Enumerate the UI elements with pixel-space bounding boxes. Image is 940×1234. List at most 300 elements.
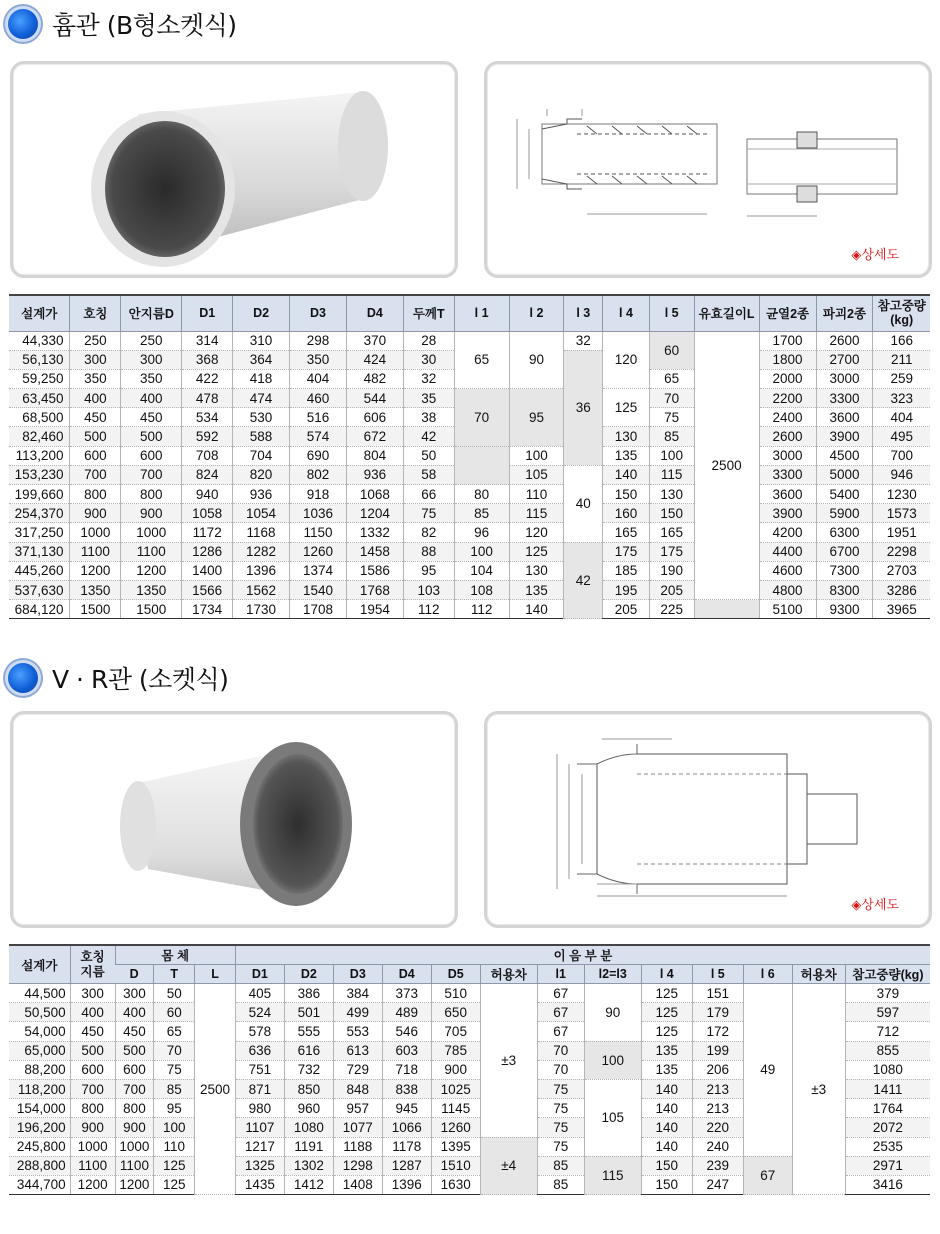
table-cell: 1500 bbox=[121, 600, 182, 619]
table-cell: 67 bbox=[537, 1003, 584, 1022]
table-cell: 65,000 bbox=[9, 1041, 70, 1060]
table-cell: 1282 bbox=[233, 542, 290, 561]
table-cell: 115 bbox=[584, 1156, 641, 1194]
table-cell: 298 bbox=[290, 331, 347, 350]
table-cell: 75 bbox=[649, 408, 694, 427]
col-subheader: T bbox=[154, 965, 195, 984]
table-cell: 1586 bbox=[346, 561, 403, 580]
table-cell: 613 bbox=[333, 1041, 382, 1060]
table-cell: 544 bbox=[346, 389, 403, 408]
table-cell: 125 bbox=[509, 542, 564, 561]
table-cell: 850 bbox=[284, 1079, 333, 1098]
col-header-price: 설계가 bbox=[9, 945, 70, 984]
table-cell: 405 bbox=[235, 984, 284, 1003]
table-cell: 125 bbox=[603, 389, 650, 427]
table-cell: 373 bbox=[382, 984, 431, 1003]
table-cell: 160 bbox=[603, 504, 650, 523]
table-cell: 704 bbox=[233, 446, 290, 465]
col-subheader: D1 bbox=[235, 965, 284, 984]
table-cell: 300 bbox=[70, 984, 115, 1003]
vr-pipe-photo bbox=[10, 711, 458, 928]
hume-pipe-photo bbox=[10, 61, 458, 278]
table-cell: 6300 bbox=[816, 523, 873, 542]
table-cell: 32 bbox=[403, 369, 454, 388]
table-cell: 600 bbox=[70, 1060, 115, 1079]
table-cell: 166 bbox=[873, 331, 930, 350]
table-cell: 54,000 bbox=[9, 1022, 70, 1041]
table-cell: 1260 bbox=[290, 542, 347, 561]
table-cell: 70 bbox=[154, 1041, 195, 1060]
detail-label-2: ◈상세도 bbox=[851, 898, 899, 913]
table-cell: 213 bbox=[692, 1079, 743, 1098]
table-cell: 3965 bbox=[873, 600, 930, 619]
table-cell: 85 bbox=[537, 1175, 584, 1194]
col-header: D4 bbox=[346, 295, 403, 331]
col-subheader: L bbox=[195, 965, 236, 984]
col-header-body: 몸 체 bbox=[115, 945, 235, 965]
table-cell: 960 bbox=[284, 1099, 333, 1118]
table-cell: 1332 bbox=[346, 523, 403, 542]
table-cell: 368 bbox=[182, 350, 233, 369]
table-cell: 718 bbox=[382, 1060, 431, 1079]
col-subheader: l1 bbox=[537, 965, 584, 984]
table-cell: 28 bbox=[403, 331, 454, 350]
table-cell: 946 bbox=[873, 465, 930, 484]
section2-title: V · R관 (소켓식) bbox=[52, 665, 229, 694]
table-cell: 1951 bbox=[873, 523, 930, 542]
table-cell: 700 bbox=[873, 446, 930, 465]
table-cell: 2535 bbox=[845, 1137, 930, 1156]
table-cell: 616 bbox=[284, 1041, 333, 1060]
table-cell: 855 bbox=[845, 1041, 930, 1060]
table-cell: 690 bbox=[290, 446, 347, 465]
table-cell: 384 bbox=[333, 984, 382, 1003]
table-cell: 785 bbox=[431, 1041, 480, 1060]
table-cell: 112 bbox=[403, 600, 454, 619]
table-cell: 650 bbox=[431, 1003, 480, 1022]
vr-pipe-spec-table bbox=[9, 944, 930, 1195]
table-cell: 4400 bbox=[759, 542, 816, 561]
table-cell: 100 bbox=[649, 446, 694, 465]
table-cell: 900 bbox=[431, 1060, 480, 1079]
table-cell: 1107 bbox=[235, 1118, 284, 1137]
table-cell: 524 bbox=[235, 1003, 284, 1022]
table-cell: 510 bbox=[431, 984, 480, 1003]
col-subheader: l 5 bbox=[692, 965, 743, 984]
table-cell: 900 bbox=[121, 504, 182, 523]
table-cell: 44,500 bbox=[9, 984, 70, 1003]
table-cell: 1145 bbox=[431, 1099, 480, 1118]
table-cell: 404 bbox=[873, 408, 930, 427]
table-cell: 310 bbox=[233, 331, 290, 350]
table-cell: 1200 bbox=[115, 1175, 154, 1194]
table-cell: 1172 bbox=[182, 523, 233, 542]
table-cell: 1188 bbox=[333, 1137, 382, 1156]
table-cell: 49 bbox=[743, 984, 792, 1157]
table-cell: 115 bbox=[649, 465, 694, 484]
table-cell: 460 bbox=[290, 389, 347, 408]
col-header: l 4 bbox=[603, 295, 650, 331]
table-cell: 68,500 bbox=[9, 408, 70, 427]
table-cell: 700 bbox=[115, 1079, 154, 1098]
table-cell: 108 bbox=[454, 580, 509, 599]
table-cell: 1100 bbox=[70, 1156, 115, 1175]
table-cell: 1100 bbox=[70, 542, 121, 561]
table-cell: 125 bbox=[154, 1156, 195, 1175]
hume-pipe-detail-drawing bbox=[484, 61, 932, 278]
table-cell: 729 bbox=[333, 1060, 382, 1079]
table-cell: 1000 bbox=[70, 523, 121, 542]
table-cell: 2400 bbox=[759, 408, 816, 427]
table-cell: 250 bbox=[70, 331, 121, 350]
table-cell: 199,660 bbox=[9, 485, 70, 504]
table-cell: 150 bbox=[603, 485, 650, 504]
table-cell: 422 bbox=[182, 369, 233, 388]
table-cell: 104 bbox=[454, 561, 509, 580]
table-row bbox=[9, 600, 930, 619]
table-cell: 1068 bbox=[346, 485, 403, 504]
bullet-icon bbox=[8, 663, 38, 693]
table-cell: 1764 bbox=[845, 1099, 930, 1118]
table-cell: 42 bbox=[564, 542, 603, 619]
table-cell: 1408 bbox=[333, 1175, 382, 1194]
table-cell: 95 bbox=[403, 561, 454, 580]
table-cell: 1510 bbox=[431, 1156, 480, 1175]
table-cell: 103 bbox=[403, 580, 454, 599]
table-cell: 918 bbox=[290, 485, 347, 504]
table-cell: 140 bbox=[641, 1099, 692, 1118]
table-cell: 4200 bbox=[759, 523, 816, 542]
table-cell: 592 bbox=[182, 427, 233, 446]
table-row bbox=[9, 446, 930, 465]
table-cell: 636 bbox=[235, 1041, 284, 1060]
table-cell: 125 bbox=[641, 1003, 692, 1022]
table-cell bbox=[694, 600, 759, 619]
table-cell: 130 bbox=[603, 427, 650, 446]
table-cell: 900 bbox=[115, 1118, 154, 1137]
col-header: D3 bbox=[290, 295, 347, 331]
table-cell: 500 bbox=[70, 1041, 115, 1060]
table-cell: 150 bbox=[649, 504, 694, 523]
table-cell: 8300 bbox=[816, 580, 873, 599]
table-cell: 700 bbox=[70, 1079, 115, 1098]
col-header: 유효길이L bbox=[694, 295, 759, 331]
table-cell: 450 bbox=[70, 408, 121, 427]
table-cell: 537,630 bbox=[9, 580, 70, 599]
table-cell: 1204 bbox=[346, 504, 403, 523]
section2-heading bbox=[8, 660, 228, 696]
col-header: 두께T bbox=[403, 295, 454, 331]
col-subheader: D bbox=[115, 965, 154, 984]
table-cell: 450 bbox=[70, 1022, 115, 1041]
table-cell: 370 bbox=[346, 331, 403, 350]
table-cell: 135 bbox=[641, 1060, 692, 1079]
table-cell: 1058 bbox=[182, 504, 233, 523]
table-cell: 247 bbox=[692, 1175, 743, 1194]
table-cell: 66 bbox=[403, 485, 454, 504]
vr-pipe-detail-drawing bbox=[484, 711, 932, 928]
col-header-joint: 이 음 부 분 bbox=[235, 945, 930, 965]
table-cell: 56,130 bbox=[9, 350, 70, 369]
table-cell: 1287 bbox=[382, 1156, 431, 1175]
table-cell: 3000 bbox=[759, 446, 816, 465]
table-cell: 75 bbox=[403, 504, 454, 523]
table-cell: 50 bbox=[154, 984, 195, 1003]
table-cell: 82 bbox=[403, 523, 454, 542]
table-cell: 75 bbox=[537, 1118, 584, 1137]
table-cell: 1200 bbox=[121, 561, 182, 580]
table-cell: 100 bbox=[454, 542, 509, 561]
table-cell: 1217 bbox=[235, 1137, 284, 1156]
table-cell: 600 bbox=[121, 446, 182, 465]
table-cell: 3600 bbox=[816, 408, 873, 427]
table-cell: 125 bbox=[154, 1175, 195, 1194]
table-cell: 65 bbox=[154, 1022, 195, 1041]
table-cell: 1540 bbox=[290, 580, 347, 599]
col-header: 파괴2종 bbox=[816, 295, 873, 331]
table-cell: 684,120 bbox=[9, 600, 70, 619]
table-cell: 65 bbox=[649, 369, 694, 388]
table-cell: 1700 bbox=[759, 331, 816, 350]
table-cell: 800 bbox=[70, 485, 121, 504]
col-subheader: l2=l3 bbox=[584, 965, 641, 984]
table-cell: 1411 bbox=[845, 1079, 930, 1098]
table-cell: 1395 bbox=[431, 1137, 480, 1156]
table-cell: 1230 bbox=[873, 485, 930, 504]
table-cell: 6700 bbox=[816, 542, 873, 561]
col-subheader: 허용차 bbox=[792, 965, 845, 984]
table-cell: 3300 bbox=[759, 465, 816, 484]
table-cell: 175 bbox=[649, 542, 694, 561]
table-cell: 5100 bbox=[759, 600, 816, 619]
table-cell: 112 bbox=[454, 600, 509, 619]
table-cell: 712 bbox=[845, 1022, 930, 1041]
section1-heading bbox=[8, 6, 237, 42]
table-cell: 450 bbox=[115, 1022, 154, 1041]
table-cell: 553 bbox=[333, 1022, 382, 1041]
table-cell: 606 bbox=[346, 408, 403, 427]
col-header: l 2 bbox=[509, 295, 564, 331]
table-cell: 239 bbox=[692, 1156, 743, 1175]
col-header: l 3 bbox=[564, 295, 603, 331]
table-cell: 1730 bbox=[233, 600, 290, 619]
table-cell: 804 bbox=[346, 446, 403, 465]
table-cell: 588 bbox=[233, 427, 290, 446]
table-cell: 936 bbox=[346, 465, 403, 484]
table-cell: 555 bbox=[284, 1022, 333, 1041]
table-cell: 534 bbox=[182, 408, 233, 427]
col-header: l 1 bbox=[454, 295, 509, 331]
col-subheader: 참고중량(kg) bbox=[845, 965, 930, 984]
table-cell: 3900 bbox=[816, 427, 873, 446]
table-cell: 60 bbox=[649, 331, 694, 369]
col-header: 참고중량 (kg) bbox=[873, 295, 930, 331]
table-cell: 36 bbox=[564, 350, 603, 465]
col-header: D2 bbox=[233, 295, 290, 331]
table-cell: 546 bbox=[382, 1022, 431, 1041]
table-cell: 350 bbox=[70, 369, 121, 388]
table-cell: 3416 bbox=[845, 1175, 930, 1194]
table-cell: 70 bbox=[649, 389, 694, 408]
table-cell: 185 bbox=[603, 561, 650, 580]
table-cell: 38 bbox=[403, 408, 454, 427]
table-cell: 1573 bbox=[873, 504, 930, 523]
table-cell: 100 bbox=[154, 1118, 195, 1137]
table-cell: 135 bbox=[509, 580, 564, 599]
table-cell: 1954 bbox=[346, 600, 403, 619]
table-cell: 95 bbox=[509, 389, 564, 447]
table-cell: 1800 bbox=[759, 350, 816, 369]
table-cell: 5400 bbox=[816, 485, 873, 504]
table-cell: 1286 bbox=[182, 542, 233, 561]
table-cell: 288,800 bbox=[9, 1156, 70, 1175]
table-cell: 150 bbox=[641, 1175, 692, 1194]
table-cell: 708 bbox=[182, 446, 233, 465]
table-cell: 165 bbox=[603, 523, 650, 542]
table-cell: 300 bbox=[115, 984, 154, 1003]
table-cell: 1768 bbox=[346, 580, 403, 599]
table-cell: 474 bbox=[233, 389, 290, 408]
table-cell: 500 bbox=[70, 427, 121, 446]
table-cell: 940 bbox=[182, 485, 233, 504]
table-cell: 824 bbox=[182, 465, 233, 484]
table-cell: 1260 bbox=[431, 1118, 480, 1137]
table-cell: 2700 bbox=[816, 350, 873, 369]
table-cell: 195 bbox=[603, 580, 650, 599]
table-cell: 672 bbox=[346, 427, 403, 446]
table-cell: ±4 bbox=[480, 1137, 537, 1195]
col-subheader: D3 bbox=[333, 965, 382, 984]
table-cell: 1150 bbox=[290, 523, 347, 542]
table-cell: 75 bbox=[537, 1137, 584, 1156]
table-cell: 1100 bbox=[121, 542, 182, 561]
col-header: l 5 bbox=[649, 295, 694, 331]
table-cell: 90 bbox=[584, 984, 641, 1042]
table-cell: 2600 bbox=[759, 427, 816, 446]
table-cell: 32 bbox=[564, 331, 603, 350]
table-cell: 140 bbox=[641, 1079, 692, 1098]
table-cell: 500 bbox=[121, 427, 182, 446]
table-cell: 482 bbox=[346, 369, 403, 388]
table-cell: 85 bbox=[649, 427, 694, 446]
table-cell: 364 bbox=[233, 350, 290, 369]
table-cell: 1400 bbox=[182, 561, 233, 580]
col-subheader: l 4 bbox=[641, 965, 692, 984]
table-cell: 1200 bbox=[70, 561, 121, 580]
table-cell: 30 bbox=[403, 350, 454, 369]
table-cell: 67 bbox=[743, 1156, 792, 1194]
table-cell: 404 bbox=[290, 369, 347, 388]
table-row bbox=[9, 331, 930, 350]
table-cell: 751 bbox=[235, 1060, 284, 1079]
table-cell: 50 bbox=[403, 446, 454, 465]
table-cell: 1066 bbox=[382, 1118, 431, 1137]
table-cell: 254,370 bbox=[9, 504, 70, 523]
table-cell: 35 bbox=[403, 389, 454, 408]
table-row bbox=[9, 1156, 930, 1175]
table-cell: 400 bbox=[70, 389, 121, 408]
table-cell: 1200 bbox=[70, 1175, 115, 1194]
table-cell: 60 bbox=[154, 1003, 195, 1022]
table-cell: 1350 bbox=[70, 580, 121, 599]
table-cell: 67 bbox=[537, 984, 584, 1003]
table-cell: 63,450 bbox=[9, 389, 70, 408]
table-row bbox=[9, 580, 930, 599]
table-cell: 1168 bbox=[233, 523, 290, 542]
table-cell: 130 bbox=[649, 485, 694, 504]
table-cell: 211 bbox=[873, 350, 930, 369]
table-cell: 700 bbox=[70, 465, 121, 484]
table-cell: 175 bbox=[603, 542, 650, 561]
table-cell: 936 bbox=[233, 485, 290, 504]
table-cell: 140 bbox=[603, 465, 650, 484]
table-cell: 379 bbox=[845, 984, 930, 1003]
table-cell: 190 bbox=[649, 561, 694, 580]
table-cell: 500 bbox=[115, 1041, 154, 1060]
table-cell: 100 bbox=[584, 1041, 641, 1079]
table-cell: 2072 bbox=[845, 1118, 930, 1137]
detail-label-1: ◈상세도 bbox=[851, 248, 899, 263]
table-cell: 85 bbox=[454, 504, 509, 523]
table-cell: 574 bbox=[290, 427, 347, 446]
table-cell: 105 bbox=[584, 1079, 641, 1156]
col-subheader: D5 bbox=[431, 965, 480, 984]
table-cell: 135 bbox=[603, 446, 650, 465]
table-cell: 1734 bbox=[182, 600, 233, 619]
table-cell: 800 bbox=[121, 485, 182, 504]
col-header: 호칭 bbox=[70, 295, 121, 331]
table-cell: 110 bbox=[154, 1137, 195, 1156]
table-cell: 113,200 bbox=[9, 446, 70, 465]
table-cell: ±3 bbox=[480, 984, 537, 1138]
table-cell: 90 bbox=[509, 331, 564, 389]
table-cell: 980 bbox=[235, 1099, 284, 1118]
table-cell: 120 bbox=[603, 331, 650, 389]
table-cell: 2500 bbox=[694, 331, 759, 600]
table-cell: 50,500 bbox=[9, 1003, 70, 1022]
hume-pipe-spec-table bbox=[9, 294, 930, 619]
table-cell: 1000 bbox=[115, 1137, 154, 1156]
table-cell: 3286 bbox=[873, 580, 930, 599]
table-cell: 3600 bbox=[759, 485, 816, 504]
table-cell: 96 bbox=[454, 523, 509, 542]
table-cell: 530 bbox=[233, 408, 290, 427]
table-cell: 150 bbox=[641, 1156, 692, 1175]
table-cell: 4500 bbox=[816, 446, 873, 465]
table-cell: 1630 bbox=[431, 1175, 480, 1194]
table-cell: 245,800 bbox=[9, 1137, 70, 1156]
table-cell: 135 bbox=[641, 1041, 692, 1060]
table-cell: 120 bbox=[509, 523, 564, 542]
table-cell: 4600 bbox=[759, 561, 816, 580]
table-cell: 205 bbox=[649, 580, 694, 599]
table-cell: 705 bbox=[431, 1022, 480, 1041]
table-cell: 225 bbox=[649, 600, 694, 619]
table-cell: 350 bbox=[290, 350, 347, 369]
table-cell: 1080 bbox=[284, 1118, 333, 1137]
col-subheader: 허용차 bbox=[480, 965, 537, 984]
table-cell: 44,330 bbox=[9, 331, 70, 350]
table-cell: 172 bbox=[692, 1022, 743, 1041]
table-cell: 105 bbox=[509, 465, 564, 484]
bullet-icon bbox=[8, 9, 38, 39]
table-cell: 80 bbox=[454, 485, 509, 504]
table-cell: 820 bbox=[233, 465, 290, 484]
table-cell: 424 bbox=[346, 350, 403, 369]
table-cell: 400 bbox=[70, 1003, 115, 1022]
table-cell: 499 bbox=[333, 1003, 382, 1022]
table-cell: 259 bbox=[873, 369, 930, 388]
